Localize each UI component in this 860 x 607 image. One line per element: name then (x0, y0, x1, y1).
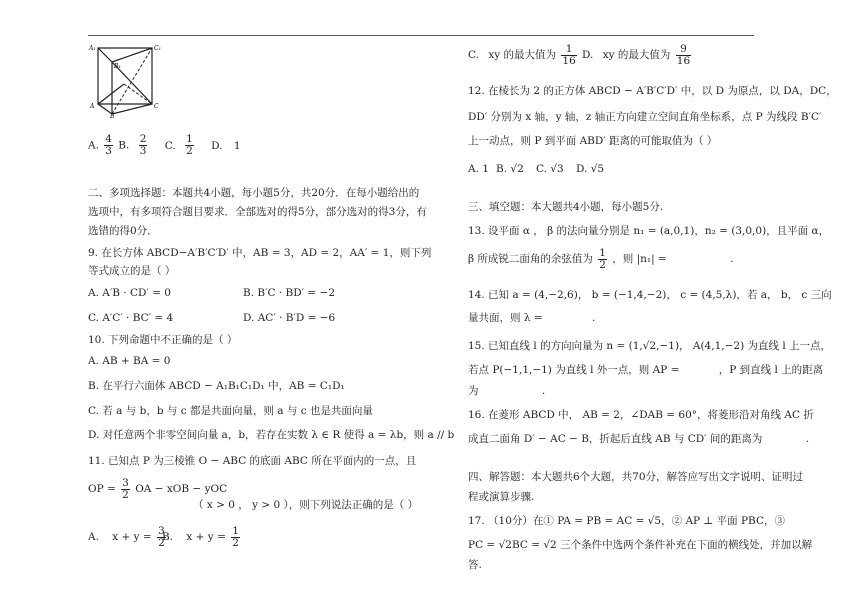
section4-line2: 程或演算步骤. (468, 491, 535, 503)
label-b: B (110, 113, 115, 118)
section2-line2: 选项中，有多项符合题目要求．全部选对的得5分，部分选对的得3分，有 (88, 206, 427, 218)
q14-line2: 量共面，则 λ = . (468, 312, 596, 324)
section2-line3: 选错的得0分． (88, 225, 158, 237)
label-a1: A₁ (89, 45, 96, 52)
q11-condition: （ x > 0 ， y > 0 ），则下列说法正确的是（ ） (193, 499, 419, 511)
label-b1: B₁ (114, 63, 121, 70)
q11-equation: OP = $\frac{3}{2}$ OA − xOB − yOC (88, 476, 228, 501)
q16-line1: 16. 在菱形 ABCD 中， AB = 2，∠DAB = 60°，将菱形沿对角线 AC 折 (468, 409, 814, 421)
label-c1: C₁ (154, 45, 161, 52)
q13-line1: 13. 设平面 α ， β 的法向量分别是 n₁ = (a,0,1)，n₂ = (3,0,0)，且平面 α， (468, 225, 830, 237)
section4-line1: 四、解答题：本大题共6个大题，共70分，解答应写出文字说明、证明过 (468, 471, 804, 483)
header-rule (88, 35, 754, 36)
q9-option-a: A. A′B · CD′ = 0 (88, 287, 171, 299)
q17-line3: 答. (468, 559, 482, 571)
q12-option-d: D. √5 (576, 163, 605, 175)
q10-option-b: B. 在平行六面体 ABCD − A₁B₁C₁D₁ 中，AB = C₁D₁ (88, 380, 345, 392)
label-a: A (90, 103, 95, 110)
q9-stem: 9. 在长方体 ABCD−A′B′C′D′ 中，AB = 3，AD = 2，AA′ = 1，则下列 (88, 247, 432, 259)
q9-option-c: C. A′C′ · BC′ = 4 (88, 312, 174, 324)
q8-options: A. $\frac{4}{3}$ B. $\frac{2}{3}$ C. $\frac{1}{2}$ D. 1 (88, 133, 241, 157)
section3-heading: 三、填空题：本大题共4小题，每小题5分. (468, 201, 664, 213)
q12-option-a: A. 1 (468, 163, 489, 175)
q16-line2: 成直二面角 D′ − AC − B，折起后直线 AB 与 CD′ 间的距离为 . (468, 433, 810, 445)
q9-option-d: D. AC′ · B′D = −6 (243, 312, 336, 324)
q17-line2: PC = √2BC = √2 三个条件中选两个条件补充在下面的横线处，并加以解 (468, 539, 813, 551)
q15-line2: 若点 P(−1,1,−1) 为直线 l 外一点，则 AP = ，P 到直线 l 上的距离 (468, 364, 824, 376)
q14-line1: 14. 已知 a = (4,−2,6)， b = (−1,4,−2)， c = (4,5,λ)，若 a， b， c 三向 (468, 289, 832, 301)
q10-option-a: A. AB + BA = 0 (88, 355, 171, 367)
q12-option-c: C. √3 (536, 163, 564, 175)
q12-line1: 12. 在棱长为 2 的正方体 ABCD − A′B′C′D′ 中，以 D 为原点，以 DA，DC， (468, 85, 837, 97)
q15-line3: 为 . (468, 385, 546, 397)
q12-line2: DD′ 分别为 x 轴，y 轴，z 轴正方向建立空间直角坐标系，点 P 为线段 B′C′ (468, 111, 822, 123)
q13-line2: β 所成锐二面角的余弦值为 $\frac{1}{2}$ ，则 |n₁| = . (468, 246, 734, 271)
q15-line1: 15. 已知直线 l 的方向向量为 n = (1,√2,−1)， A(4,1,−2) 为直线 l 上一点， (468, 340, 832, 352)
q12-option-b: B. √2 (496, 163, 524, 175)
q17-line1: 17. （10分）在① PA = PB = AC = √5，② AP ⊥ 平面 PBC，③ (468, 515, 785, 527)
q9-stem-2: 等式成立的是（ ） (88, 265, 176, 277)
q11-stem: 11. 已知点 P 为三棱锥 O − ABC 的底面 ABC 所在平面内的一点，且 (88, 455, 417, 467)
q11-option-a: A. x + y = $\frac{3}{2}$ (88, 524, 165, 549)
q11-option-c: C. xy 的最大值为 $\frac{1}{16}$ (468, 42, 576, 67)
section2-line1: 二、多项选择题：本题共4小题，每小题5分，共20分．在每小题给出的 (88, 187, 420, 199)
q10-option-d: D. 对任意两个非零空间向量 a，b，若存在实数 λ ∈ R 使得 a = λb，则 a // b (88, 429, 455, 441)
prism-figure (88, 44, 170, 118)
q12-line3: 上一动点，则 P 到平面 ABD′ 距离的可能取值为（ ） (468, 135, 718, 147)
q9-option-b: B. B′C · BD′ = −2 (243, 287, 336, 299)
q11-option-d: D. xy 的最大值为 $\frac{9}{16}$ (582, 42, 691, 67)
q10-stem: 10. 下列命题中不正确的是（ ） (88, 334, 238, 346)
label-c: C (154, 103, 159, 110)
q11-option-b: B. x + y = $\frac{1}{2}$ (162, 524, 239, 549)
q10-option-c: C. 若 a 与 b，b 与 c 都是共面向量，则 a 与 c 也是共面向量 (88, 405, 373, 417)
